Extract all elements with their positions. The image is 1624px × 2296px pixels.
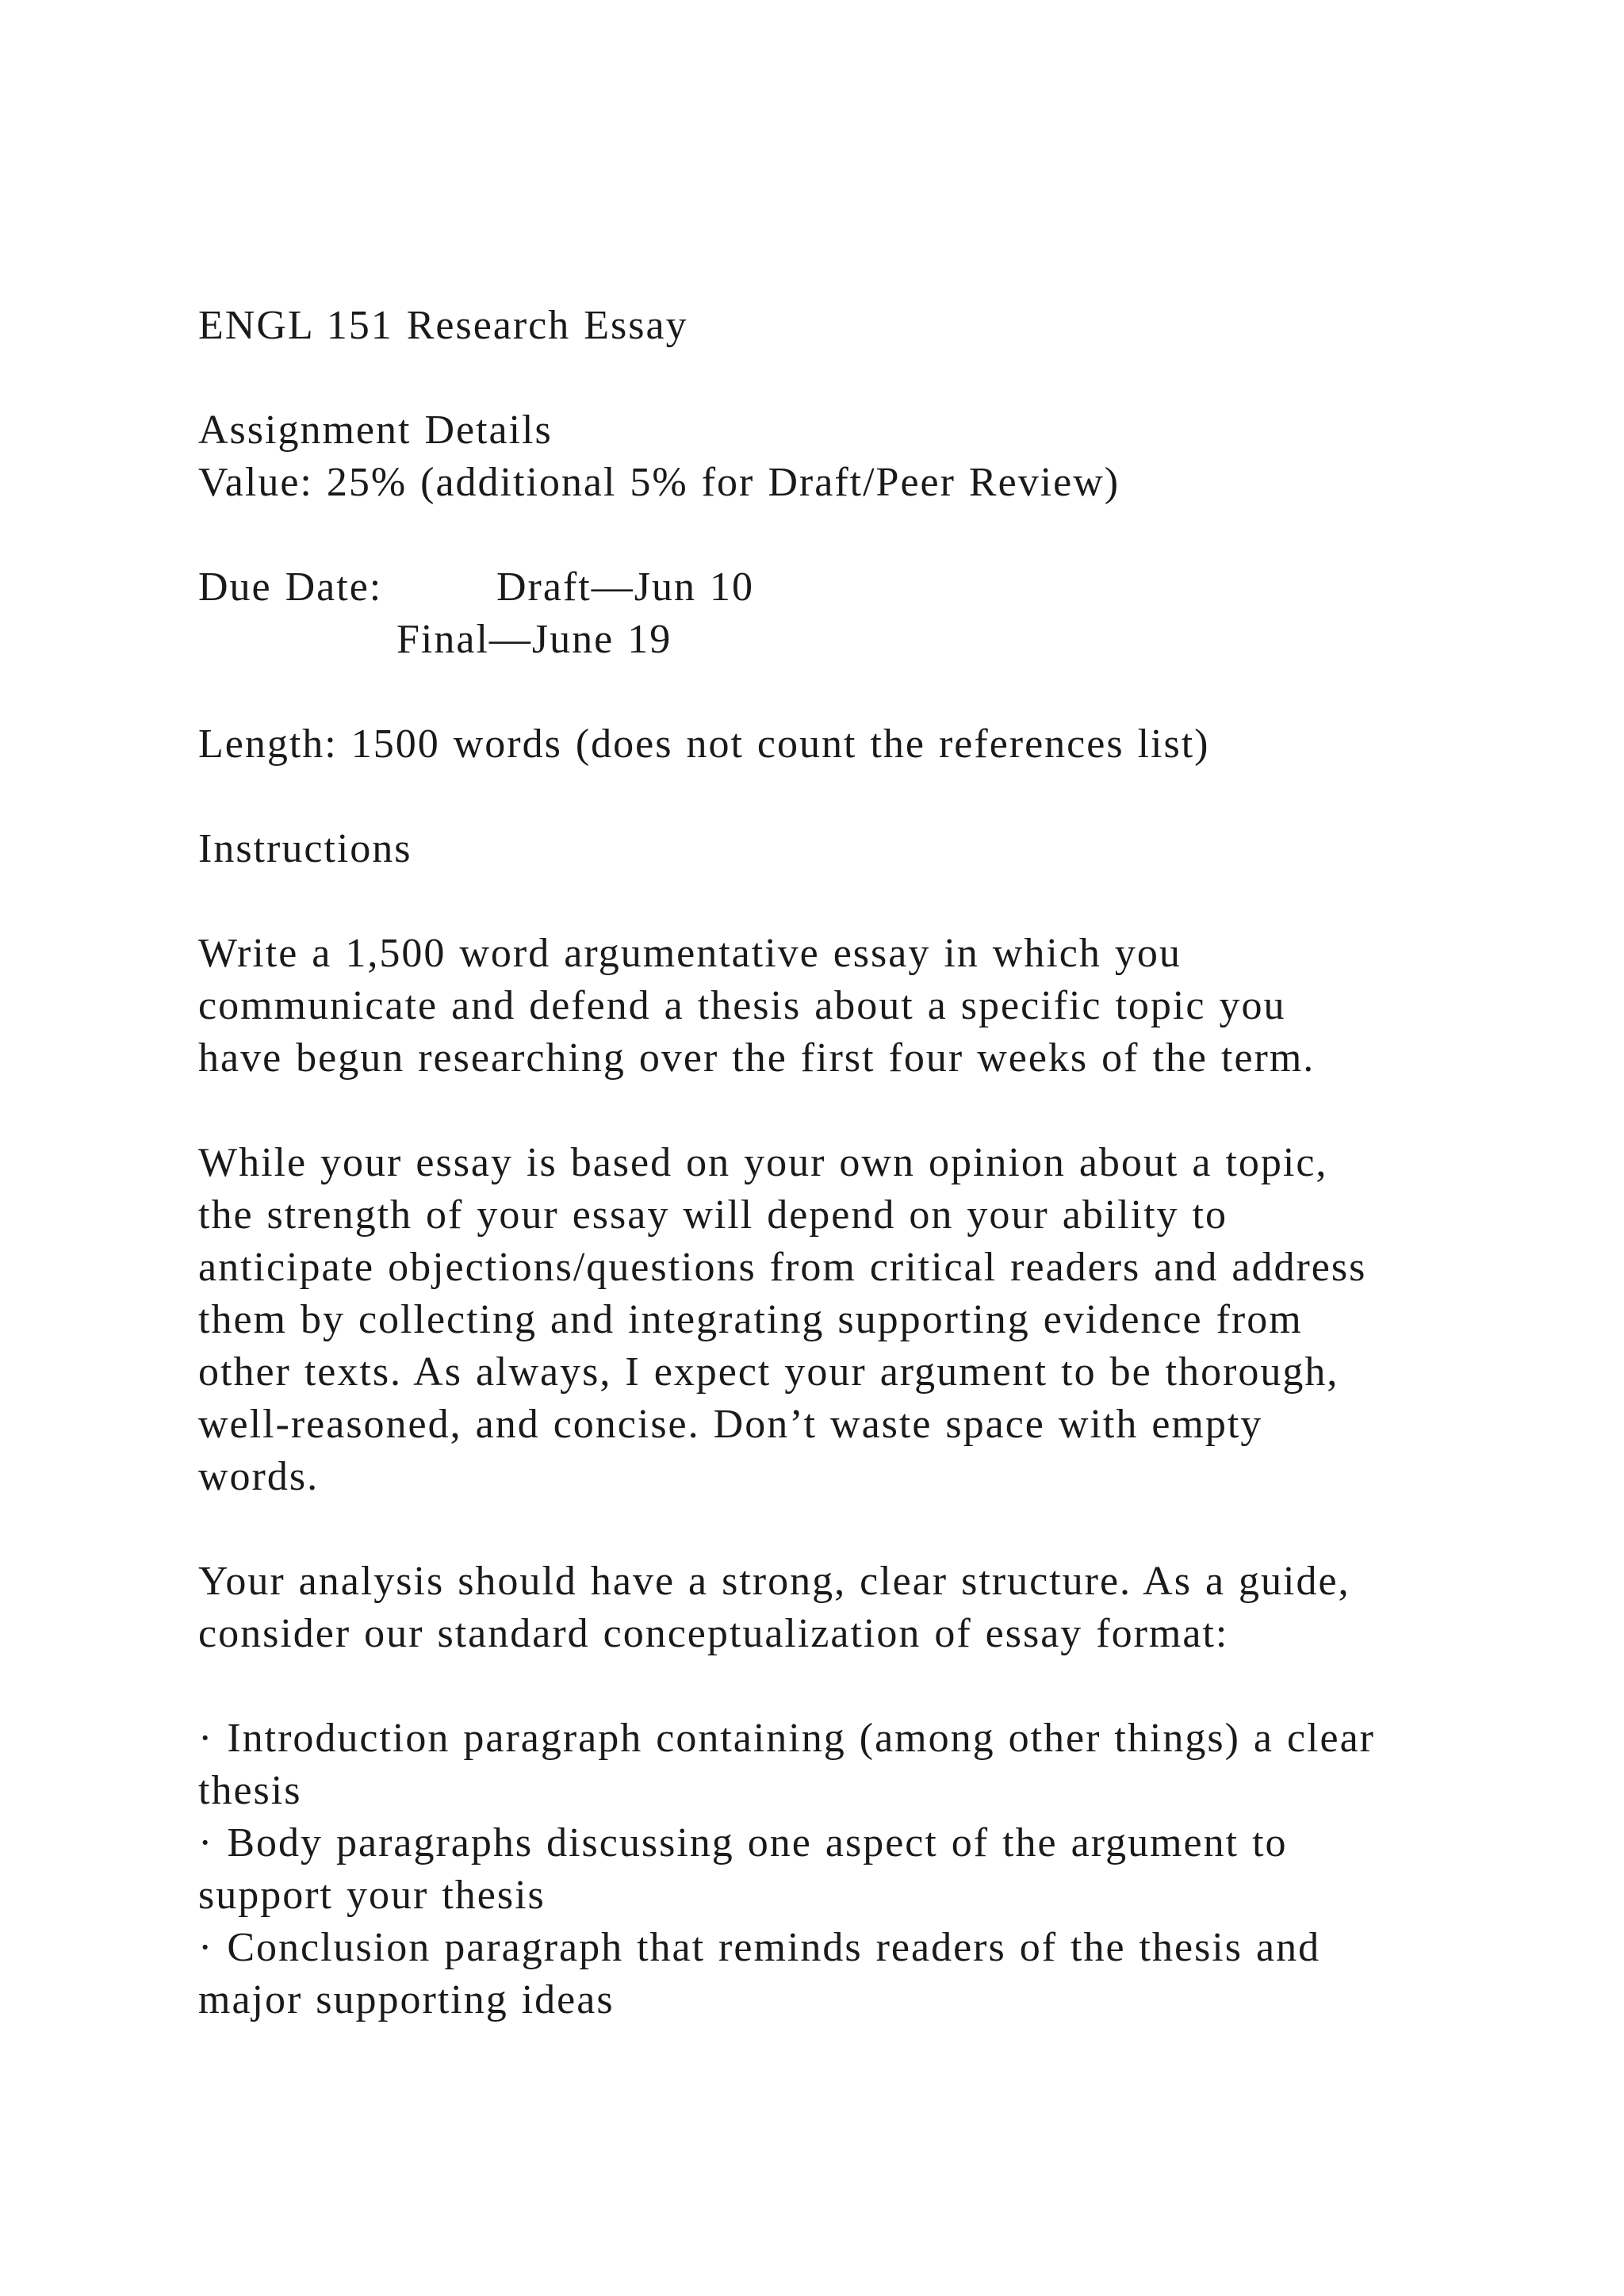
- paragraph-structure: [198, 1556, 1483, 1660]
- paragraph-line: the strength of your essay will depend on your ability to: [198, 1192, 1228, 1238]
- document-title: ENGL 151 Research Essay: [198, 303, 688, 348]
- paragraph-line: consider our standard conceptualization of essay format:: [198, 1611, 1229, 1656]
- paragraph-line: While your essay is based on your own opinion about a topic,: [198, 1140, 1328, 1185]
- spacer: [198, 1085, 1483, 1137]
- paragraph-line: well-reasoned, and concise. Don’t waste space with empty: [198, 1402, 1263, 1447]
- paragraph-line: Write a 1,500 word argumentative essay in which you: [198, 931, 1182, 976]
- spacer: [198, 352, 1483, 404]
- document-body: [198, 300, 1483, 2026]
- list-item-line: · Body paragraphs discussing one aspect of the argument to: [198, 1820, 1288, 1866]
- paragraph-line: anticipate objections/questions from critical readers and address: [198, 1245, 1367, 1290]
- paragraph-strength: [198, 1137, 1483, 1503]
- spacer: [198, 771, 1483, 823]
- spacer: [198, 509, 1483, 561]
- paragraph-line: other texts. As always, I expect your argument to be thorough,: [198, 1349, 1339, 1395]
- list-item-line: major supporting ideas: [198, 1977, 615, 2022]
- spacer: [198, 1660, 1483, 1712]
- paragraph-line: them by collecting and integrating supporting evidence from: [198, 1297, 1303, 1342]
- paragraph-intro: [198, 928, 1483, 1085]
- instructions-heading: Instructions: [198, 826, 412, 871]
- spacer: [198, 666, 1483, 718]
- spacer: [198, 875, 1483, 928]
- list-item-line: thesis: [198, 1768, 302, 1813]
- assignment-details-heading: Assignment Details: [198, 408, 553, 453]
- list-item-introduction: [198, 1712, 1483, 1817]
- due-date-final-row: [198, 614, 1483, 666]
- list-item-line: · Conclusion paragraph that reminds readers of the thesis and: [198, 1925, 1321, 1970]
- paragraph-line: communicate and defend a thesis about a specific topic you: [198, 983, 1286, 1028]
- list-item-conclusion: [198, 1922, 1483, 2026]
- length-line: Length: 1500 words (does not count the references list): [198, 721, 1210, 767]
- due-date-label: Due Date:: [198, 564, 383, 610]
- essay-format-list: [198, 1712, 1483, 2026]
- due-date-draft: Draft—Jun 10: [496, 564, 754, 610]
- spacer: [198, 1503, 1483, 1556]
- list-item-line: · Introduction paragraph containing (among other things) a clear: [198, 1716, 1375, 1761]
- due-date-final: Final—June 19: [396, 617, 672, 662]
- paragraph-line: words.: [198, 1454, 320, 1499]
- list-item-line: support your thesis: [198, 1873, 546, 1918]
- value-line: Value: 25% (additional 5% for Draft/Peer Review): [198, 460, 1120, 505]
- list-item-body: [198, 1817, 1483, 1922]
- paragraph-line: Your analysis should have a strong, clear structure. As a guide,: [198, 1559, 1350, 1604]
- due-date-row: [198, 561, 1483, 614]
- paragraph-line: have begun researching over the first four weeks of the term.: [198, 1035, 1316, 1081]
